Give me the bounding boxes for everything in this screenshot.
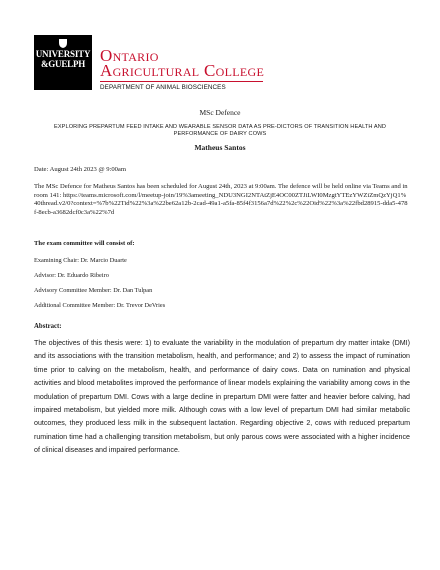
crest-icon [58, 39, 68, 48]
college-name-line1: Ontario [100, 46, 159, 65]
committee-member: Additional Committee Member: Dr. Trevor DeVries [34, 302, 166, 309]
abstract-heading: Abstract: [34, 323, 62, 330]
logo-text-line1: UNIVERSITY [35, 49, 91, 59]
committee-member: Advisor: Dr. Eduardo Ribeiro [34, 272, 109, 279]
college-name-line2: Agricultural College [100, 61, 265, 80]
university-logo [34, 35, 92, 90]
committee-member: Advisory Committee Member: Dr. Dan Tulpan [34, 287, 153, 294]
committee-heading: The exam committee will consist of: [34, 240, 135, 247]
header-divider [100, 81, 263, 82]
department-name: DEPARTMENT OF ANIMAL BIOSCIENCES [100, 84, 226, 91]
schedule-paragraph [34, 183, 408, 217]
college-name [100, 48, 264, 78]
schedule-text: The MSc Defence for Matheus Santos has been scheduled for August 24th, 2023 at 9:00am. The defence will be held online via Teams and in room 141: https://teams.microsoft.com/l/meetup-join/19%3ameeting_NDU3NGI2NTAtZjE4OC00ZTJiLWI0MzgtYTEzYWZiZmQzYjQ1%40thread.v2/0?context=%7b%22Tid%22%3a%22be62a12b-2cad-49a1-a5fa-85f4f3156a7d%22%2c%22Oid%22%3a%22fbd28915-dda5-478f-8ecb-a3682dcf0c3a%22%7d [34, 183, 408, 216]
document-type: MSc Defence [199, 108, 241, 117]
logo-text-line2: &GUELPH [40, 59, 86, 69]
abstract-body: The objectives of this thesis were: 1) to evaluate the variability in the modulation of prepartum dry matter intake (DMI) and its associations with the transition metabolism, health, and performance; and 2) to assess the impact of rumination time prior to calving on the metabolism, health, and performance of dairy cows. Data on rumination and physical activities and blood metabolites improved the performance of linear models explaining the variability among cows in the modulation of prepartum DMI. Cows with a large decline in prepartum DMI were fatter and heavier before calving, had impaired metabolism, but yielded more milk. Although cows with a low level of prepartum DMI had similar metabolic outcomes, they produced less milk in the subsequent lactation. Regarding objective 2, cows with reduced prepartum rumination time had a challenging transition metabolism, but only parous cows were associated with a higher incidence of clinical diseases and impaired performance. [34, 339, 410, 455]
committee-member: Examining Chair: Dr. Marcio Duarte [34, 257, 127, 264]
candidate-name: Matheus Santos [194, 143, 246, 152]
thesis-title: EXPLORING PREPARTUM FEED INTAKE AND WEARABLE SENSOR DATA AS PRE-DICTORS OF TRANSITION HEALTH AND PERFORMANCE OF DAIRY COWS [53, 124, 387, 137]
defence-date: Date: August 24th 2023 @ 9:00am [34, 166, 126, 173]
